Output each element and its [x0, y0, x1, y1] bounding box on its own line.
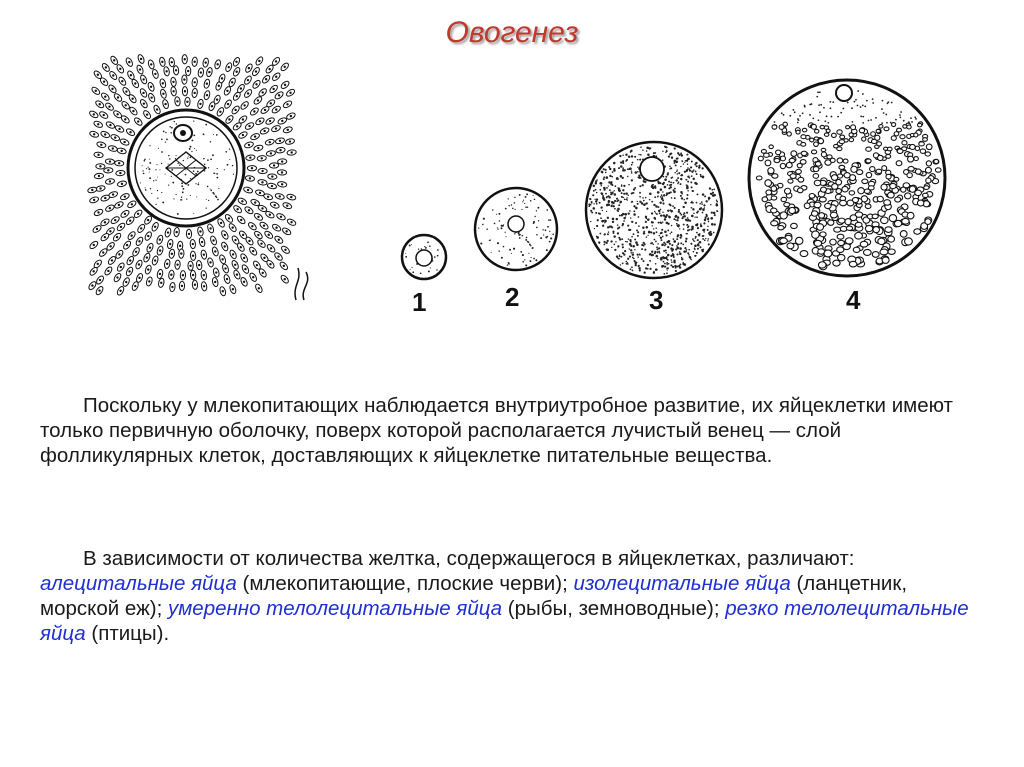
desc-sharply-telolecithal: (птицы).: [85, 622, 170, 645]
corona-radiata-oocyte: [87, 54, 307, 300]
egg-isolecithal: [475, 188, 557, 270]
paragraph2-intro: В зависимости от количества желтка, содержащегося в яйцеклетках, различают:: [83, 547, 855, 570]
paragraph-corona-radiata: [40, 393, 990, 468]
figure-label-3: 3: [649, 285, 664, 315]
egg-alecithal: [402, 235, 446, 279]
term-alecithal: алецитальные яйца: [40, 572, 237, 595]
sperm-icon: [295, 268, 308, 300]
term-isolecithal: изолецитальные яйца: [573, 572, 791, 595]
egg-nucleus: [640, 157, 664, 181]
desc-moderately-telolecithal: (рыбы, земноводные);: [502, 597, 726, 620]
egg-nucleus: [416, 250, 432, 266]
egg-nucleus: [508, 216, 524, 232]
figure-label-2: 2: [505, 282, 520, 312]
figure-label-4: 4: [846, 285, 861, 315]
egg-moderately-telolecithal: [586, 142, 722, 278]
figure-label-1: 1: [412, 287, 427, 317]
paragraph1-text: Поскольку у млекопитающих наблюдается внутриутробное развитие, их яйцеклетки имеют только первичную оболочку, поверх которой располагается лучистый венец — слой фолликулярных клеток, доставляющих к яйцеклетке питательные вещества.: [40, 394, 953, 467]
desc-isolecithal: (ланцетник, морской еж);: [40, 572, 908, 620]
term-sharply-telolecithal: резко телолецитальные яйца: [40, 597, 969, 645]
paragraph-egg-types: [40, 546, 990, 646]
desc-alecithal: (млекопитающие, плоские черви);: [236, 572, 574, 595]
slide-title: Овогенез: [445, 16, 579, 49]
term-moderately-telolecithal: умеренно телолецитальные яйца: [168, 597, 503, 620]
egg-nucleus: [836, 85, 852, 101]
oogenesis-figure: [0, 0, 1024, 330]
egg-sharply-telolecithal: [749, 80, 945, 276]
